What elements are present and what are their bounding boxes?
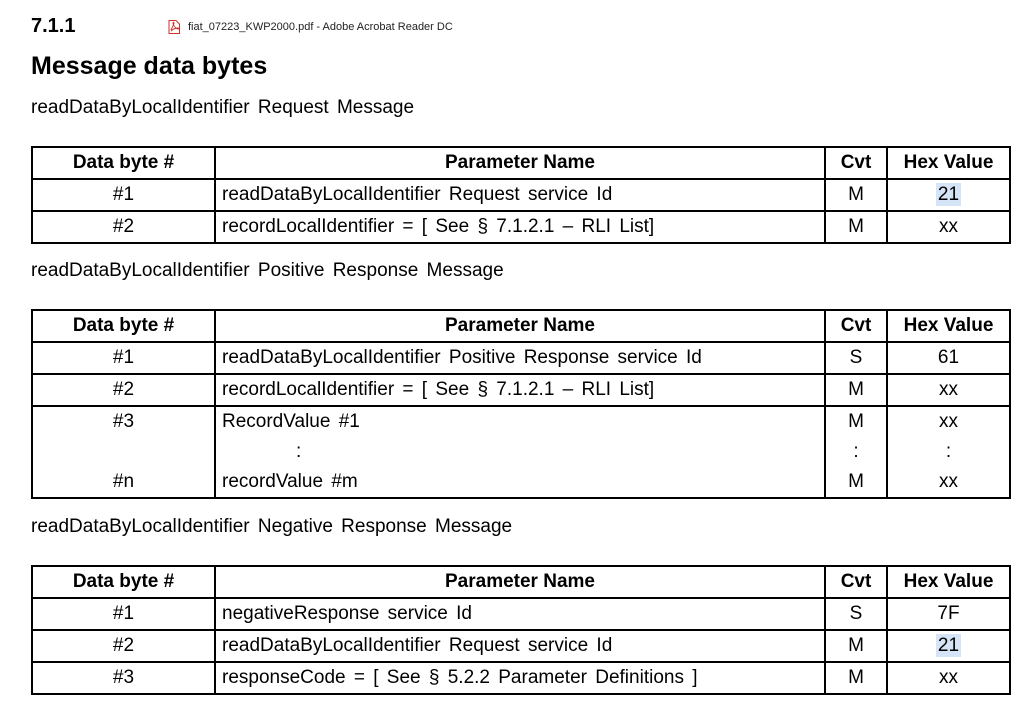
table-row-multi (32, 406, 1010, 498)
data-byte-cell: #1 (32, 179, 215, 211)
positive-table (31, 309, 1011, 499)
hex-line: xx (939, 411, 958, 432)
hex-cell (887, 179, 1010, 211)
cvt-cell: M (825, 211, 887, 243)
taskbar-tooltip-text: fiat_07223_KWP2000.pdf - Adobe Acrobat Reader DC (188, 21, 453, 33)
data-byte-stack (32, 406, 215, 498)
cvt-line: M (848, 411, 864, 432)
parameter-line: recordValue #m (222, 471, 358, 492)
page-heading: Message data bytes (31, 52, 268, 80)
header-data-byte: Data byte # (32, 566, 215, 598)
hex-cell (887, 630, 1010, 662)
header-cvt: Cvt (825, 566, 887, 598)
cvt-cell: M (825, 374, 887, 406)
header-cvt: Cvt (825, 147, 887, 179)
highlighted-hex: 21 (937, 635, 960, 656)
cvt-cell: S (825, 598, 887, 630)
negative-table (31, 565, 1011, 695)
cvt-cell: M (825, 179, 887, 211)
table-header-row (32, 310, 1010, 342)
table-row (32, 662, 1010, 694)
hex-line: : (945, 441, 952, 462)
parameter-cell: readDataByLocalIdentifier Request service Id (215, 630, 825, 662)
parameter-cell: responseCode = [ See § 5.2.2 Parameter Definitions ] (215, 662, 825, 694)
data-byte-cell: #2 (32, 374, 215, 406)
header-hex-value: Hex Value (887, 566, 1010, 598)
hex-stack (887, 406, 1010, 498)
cvt-line: : (853, 441, 859, 462)
request-table (31, 146, 1011, 244)
highlighted-hex: 21 (937, 184, 960, 205)
negative-caption: readDataByLocalIdentifier Negative Response Message (31, 516, 513, 537)
request-caption: readDataByLocalIdentifier Request Message (31, 97, 415, 118)
parameter-line: : (296, 441, 302, 462)
parameter-cell: readDataByLocalIdentifier Positive Response service Id (215, 342, 825, 374)
hex-line: xx (939, 471, 958, 492)
parameter-cell: recordLocalIdentifier = [ See § 7.1.2.1 – RLI List] (215, 374, 825, 406)
data-byte-cell: #3 (32, 662, 215, 694)
data-byte-cell: #1 (32, 342, 215, 374)
pdf-icon (168, 20, 180, 34)
parameter-stack (215, 406, 825, 498)
hex-cell: 61 (887, 342, 1010, 374)
parameter-cell: readDataByLocalIdentifier Request service Id (215, 179, 825, 211)
taskbar-tooltip[interactable] (168, 17, 498, 37)
data-byte-cell: #1 (32, 598, 215, 630)
hex-cell: 7F (887, 598, 1010, 630)
hex-cell: xx (887, 662, 1010, 694)
data-byte-cell: #2 (32, 630, 215, 662)
table-header-row (32, 566, 1010, 598)
cvt-cell: M (825, 630, 887, 662)
parameter-line: RecordValue #1 (222, 411, 360, 432)
cvt-stack (825, 406, 887, 498)
cvt-cell: S (825, 342, 887, 374)
section-number: 7.1.1 (31, 15, 76, 37)
data-byte-line: #n (112, 471, 135, 492)
header-data-byte: Data byte # (32, 310, 215, 342)
header-hex-value: Hex Value (887, 310, 1010, 342)
header-parameter-name: Parameter Name (215, 147, 825, 179)
table-row (32, 598, 1010, 630)
header-parameter-name: Parameter Name (215, 310, 825, 342)
header-data-byte: Data byte # (32, 147, 215, 179)
cvt-line: M (848, 471, 864, 492)
table-row (32, 630, 1010, 662)
parameter-cell: negativeResponse service Id (215, 598, 825, 630)
parameter-cell: recordLocalIdentifier = [ See § 7.1.2.1 – RLI List] (215, 211, 825, 243)
table-row (32, 342, 1010, 374)
positive-caption: readDataByLocalIdentifier Positive Response Message (31, 260, 504, 281)
data-byte-line: #3 (112, 411, 135, 432)
table-row (32, 179, 1010, 211)
header-hex-value: Hex Value (887, 147, 1010, 179)
hex-cell: xx (887, 374, 1010, 406)
data-byte-cell: #2 (32, 211, 215, 243)
header-parameter-name: Parameter Name (215, 566, 825, 598)
hex-cell: xx (887, 211, 1010, 243)
cvt-cell: M (825, 662, 887, 694)
data-byte-line (33, 437, 214, 467)
table-row (32, 374, 1010, 406)
table-header-row (32, 147, 1010, 179)
table-row (32, 211, 1010, 243)
header-cvt: Cvt (825, 310, 887, 342)
